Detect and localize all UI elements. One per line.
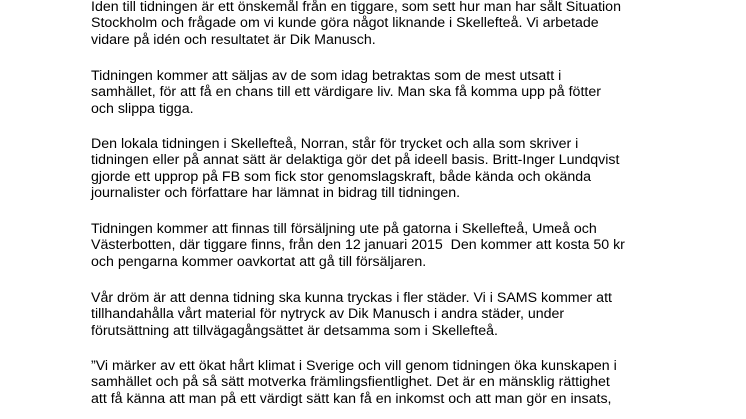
text-line: tillhandahålla vårt material för nytryck av Dik Manusch i andra städer, under bbox=[91, 306, 565, 323]
text-line: Stockholm och frågade om vi kunde göra något liknande i Skellefteå. Vi arbetade bbox=[91, 15, 599, 32]
text-line: Tidningen kommer att finnas till försäljning ute på gatorna i Skellefteå, Umeå och bbox=[91, 221, 597, 237]
text-line: Tidningen kommer att säljas av de som idag betraktas som de mest utsatt i bbox=[91, 68, 562, 84]
text-line: att få känna att man på ett värdigt sätt kan få en inkomst och att man gör en insats, bbox=[91, 390, 612, 407]
text-line: ”Vi märker av ett ökat hårt klimat i Sverige och vill genom tidningen öka kunskapen i bbox=[91, 358, 617, 374]
paragraph-quote bbox=[91, 358, 711, 407]
text-line: samhället, för att få en chans till ett värdigare liv. Man ska få komma upp på fötter bbox=[91, 84, 601, 101]
paragraph-idea-origin bbox=[91, 0, 711, 48]
text-line: och slippa tigga. bbox=[91, 100, 194, 117]
text-line: Den lokala tidningen i Skellefteå, Norran, står för trycket och alla som skriver i bbox=[91, 136, 579, 152]
text-line: samhället och på så sätt motverka främlingsfientlighet. Det är en mänsklig rättighet bbox=[91, 374, 610, 391]
text-line: Iden till tidningen är ett önskemål från en tiggare, som sett hur man har sålt Situation bbox=[91, 0, 621, 15]
text-line: journalister och författare har lämnat in bidrag till tidningen. bbox=[91, 185, 461, 202]
text-line: tidningen eller på annat sätt är delaktiga gör det på ideell basis. Britt-Inger Lundqvist bbox=[91, 152, 620, 169]
paragraph-dream bbox=[91, 290, 711, 339]
text-line: gjorde ett upprop på FB som fick stor genomslagskraft, både kända och okända bbox=[91, 168, 592, 185]
text-line: och pengarna kommer oavkortat att gå till försäljaren. bbox=[91, 253, 427, 270]
text-line: Vår dröm är att denna tidning ska kunna tryckas i fler städer. Vi i SAMS kommer att bbox=[91, 290, 612, 306]
paragraph-sellers bbox=[91, 68, 711, 117]
text-line: förutsättning att tillvägagångsättet är detsamma som i Skellefteå. bbox=[91, 322, 498, 339]
text-line: Västerbotten, där tiggare finns, från den 12 januari 2015 Den kommer att kosta 50 kr bbox=[91, 237, 625, 254]
paragraph-local-newspaper bbox=[91, 136, 711, 202]
paragraph-sales-info bbox=[91, 221, 711, 270]
text-line: vidare på idén och resultatet är Dik Manusch. bbox=[91, 31, 376, 48]
